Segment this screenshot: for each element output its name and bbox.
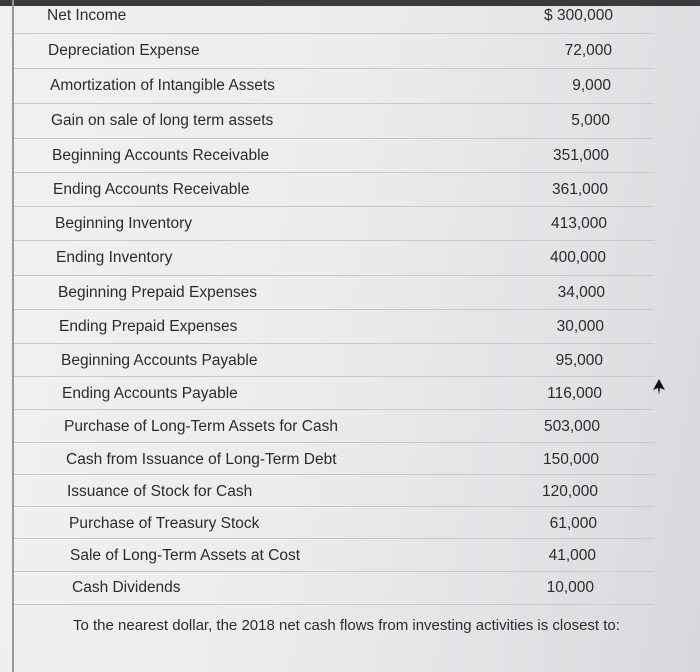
table-row: [58, 281, 605, 305]
row-label: Ending Prepaid Expenses: [59, 318, 238, 335]
row-label: Ending Accounts Receivable: [53, 181, 250, 198]
row-label: Cash from Issuance of Long-Term Debt: [66, 451, 337, 468]
table-row: [48, 39, 612, 63]
row-value: 413,000: [550, 215, 607, 232]
row-divider: [14, 103, 654, 104]
row-label: Net Income: [47, 7, 127, 24]
row-value: 5,000: [571, 112, 610, 129]
row-label: Cash Dividends: [72, 579, 181, 596]
table-row: [66, 448, 599, 472]
row-divider: [14, 442, 654, 443]
row-label: Purchase of Long-Term Assets for Cash: [64, 418, 338, 435]
table-row: [59, 315, 604, 339]
row-value: 116,000: [547, 385, 602, 402]
row-divider: [14, 138, 654, 139]
row-divider: [14, 571, 654, 572]
row-value: 72,000: [564, 42, 612, 59]
row-value: 150,000: [542, 451, 599, 468]
row-label: Purchase of Treasury Stock: [69, 515, 260, 532]
table-row: [47, 4, 613, 28]
row-divider: [14, 474, 654, 475]
row-value: 41,000: [548, 547, 596, 564]
row-label: Amortization of Intangible Assets: [50, 77, 275, 94]
row-value: 351,000: [552, 147, 609, 164]
row-divider: [14, 68, 654, 69]
row-divider: [14, 206, 654, 207]
row-value: 10,000: [546, 579, 594, 596]
mouse-pointer-icon: [652, 378, 666, 396]
row-label: Beginning Inventory: [55, 215, 193, 232]
table-row: [50, 74, 611, 98]
row-divider: [14, 506, 654, 507]
table-row: [62, 382, 602, 406]
row-label: Sale of Long-Term Assets at Cost: [70, 547, 301, 564]
table-row: [51, 109, 610, 133]
table-row: [64, 415, 600, 439]
row-divider: [14, 172, 654, 173]
row-value: 95,000: [555, 352, 603, 369]
row-value: 9,000: [572, 77, 611, 94]
table-row: [72, 576, 594, 600]
row-label: Beginning Accounts Payable: [61, 352, 258, 369]
row-divider: [14, 409, 654, 410]
row-label: Beginning Prepaid Expenses: [58, 284, 258, 301]
table-row: [67, 480, 598, 504]
row-divider: [14, 343, 654, 344]
table-row: [53, 178, 608, 202]
row-divider: [14, 604, 654, 605]
row-value: 503,000: [543, 418, 600, 435]
table-row: [61, 349, 603, 373]
row-divider: [14, 538, 654, 539]
row-label: Ending Accounts Payable: [62, 385, 238, 402]
row-value: 30,000: [556, 318, 604, 335]
row-divider: [14, 240, 654, 241]
row-label: Ending Inventory: [56, 249, 173, 266]
table-row: [56, 246, 606, 270]
row-label: Gain on sale of long term assets: [51, 112, 274, 129]
row-divider: [14, 309, 654, 310]
table-row: [70, 544, 596, 568]
table-row: [69, 512, 597, 536]
row-value: 120,000: [541, 483, 598, 500]
row-divider: [14, 33, 654, 34]
row-value: 361,000: [551, 181, 608, 198]
row-label: Beginning Accounts Receivable: [52, 147, 270, 164]
row-value: 400,000: [549, 249, 606, 266]
row-label: Issuance of Stock for Cash: [67, 483, 253, 500]
row-value: 61,000: [549, 515, 597, 532]
row-label: Depreciation Expense: [48, 42, 200, 59]
table-row: [52, 144, 609, 168]
table-row: [55, 212, 607, 236]
question-text: To the nearest dollar, the 2018 net cash flows from investing activities is closest to:: [73, 617, 620, 634]
row-divider: [14, 275, 654, 276]
row-value: 34,000: [557, 284, 605, 301]
row-value: $ 300,000: [544, 7, 613, 24]
row-divider: [14, 376, 654, 377]
